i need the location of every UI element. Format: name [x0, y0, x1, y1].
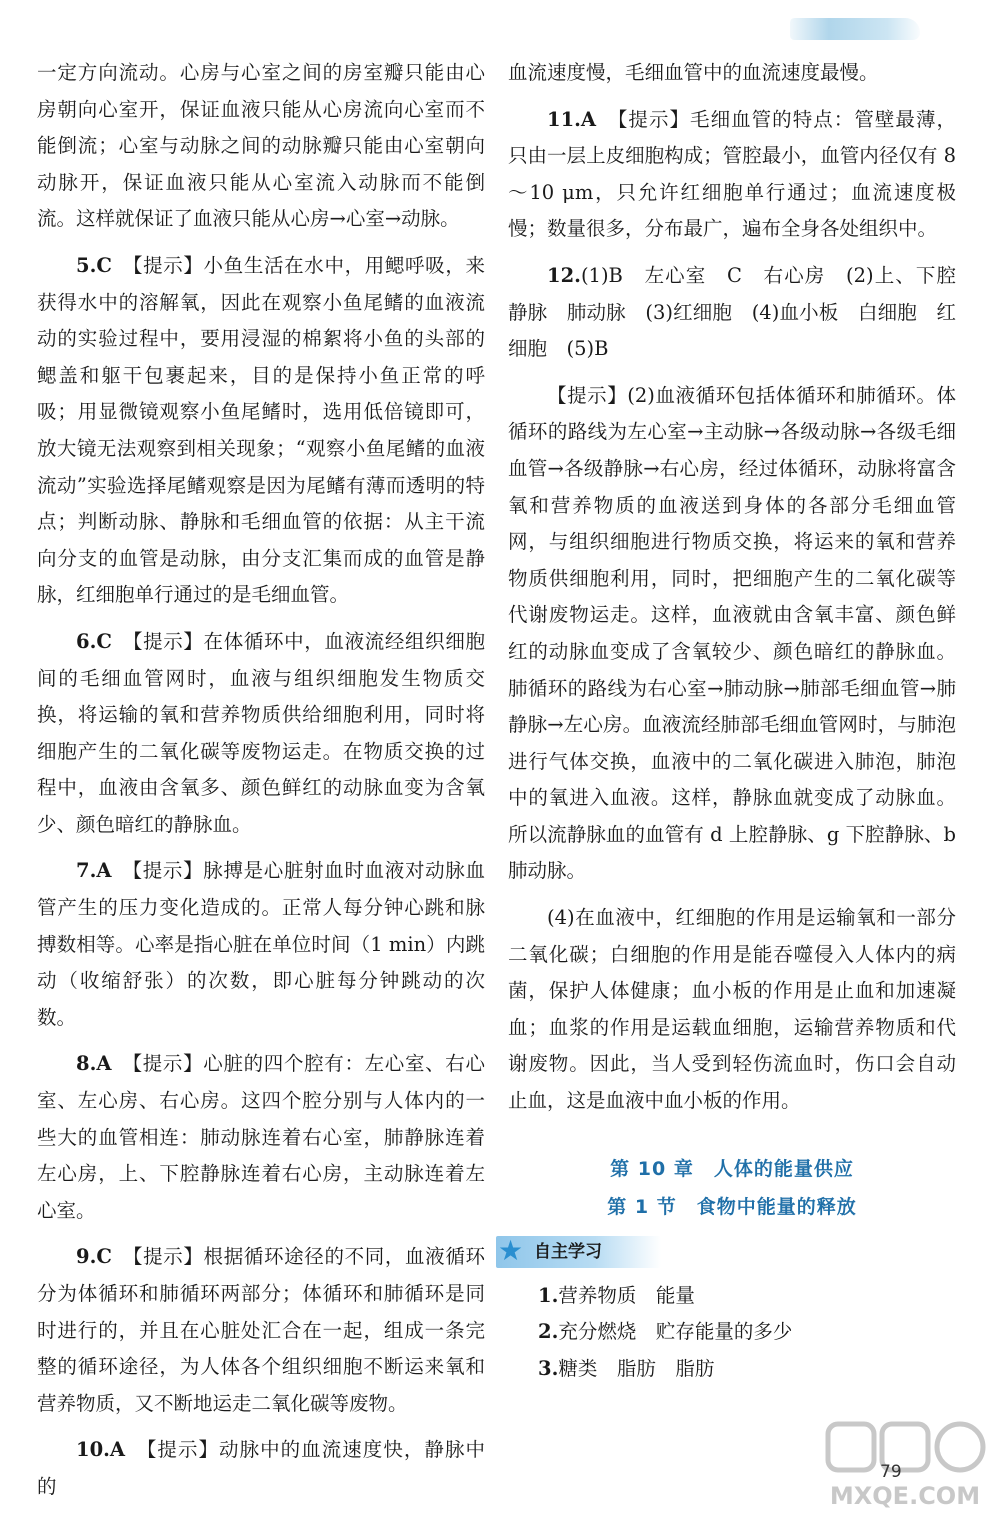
answer-list-item: 3.糖类 脂肪 脂肪 [538, 1356, 715, 1380]
hint-12-4: (4)在血液中，红细胞的作用是运输氧和一部分二氧化碳；白细胞的作用是能吞噬侵入人体内的病菌，保护人体健康；血小板的作用是止血和加速凝血；血浆的作用是运载血细胞，运输营养物质和代谢废物。因此，当人受到轻伤流血时，伤口会自动止血，这是血液中血小板的作用。 [508, 906, 956, 1113]
hint-12-2: 【提示】(2)血液循环包括体循环和肺循环。体循环的路线为左心室→主动脉→各级动脉→各级毛细血管→各级静脉→右心房，经过体循环，动脉将富含氧和营养物质的血液送到身体的各部分毛细血管网，与组织细胞进行物质交换，将运来的氧和营养物质供细胞利用，同时，把细胞产生的二氧化碳等代谢废物运走。这样，血液就由含氧丰富、颜色鲜红的动脉血变成了含氧较少、颜色暗红的静脉血。肺循环的路线为右心室→肺动脉→肺部毛细血管→肺静脉→左心房。血液流经肺部毛细血管网时，与肺泡进行气体交换，血液中的二氧化碳进入肺泡，肺泡中的氧进入血液。这样，静脉血就变成了动脉血。所以流静脉血的血管有 d 上腔静脉、g 下腔静脉、b 肺动脉。 [508, 383, 956, 883]
watermark-text: MXQE.COM [829, 1482, 981, 1510]
answer-8: 8.A 【提示】心脏的四个腔有：左心室、右心室、左心房、右心房。这四个腔分别与人体内的一些大的血管相连：肺动脉连着右心室，肺静脉连着左心房，上、下腔静脉连着右心房，主动脉连着左心室。 [37, 1052, 485, 1222]
answer-6: 6.C 【提示】在体循环中，血液流经组织细胞间的毛细血管网时，血液与组织细胞发生物质交换，将运输的氧和营养物质供给细胞利用，同时将细胞产生的二氧化碳等废物运走。在物质交换的过程中，血液由含氧多、颜色鲜红的动脉血变为含氧少、颜色暗红的静脉血。 [37, 629, 485, 836]
page-number: 79 [880, 1462, 902, 1482]
answer-7: 7.A 【提示】脉搏是心脏射血时血液对动脉血管产生的压力变化造成的。正常人每分钟心跳和脉搏数相等。心率是指心脏在单位时间（1 min）内跳动（收缩舒张）的次数，即心脏每分钟跳动的次数。 [37, 859, 485, 1029]
section-title: 第 1 节 食物中能量的释放 [607, 1195, 857, 1218]
study-section-label: 自主学习 [534, 1241, 602, 1262]
answer-12: 12.(1)B 左心室 C 右心房 (2)上、下腔静脉 肺动脉 (3)红细胞 (4)血小板 白细胞 红细胞 (5)B [508, 263, 956, 361]
answer-list-item: 1.营养物质 能量 [538, 1283, 695, 1307]
answer-11: 11.A 【提示】毛细血管的特点：管壁最薄，只由一层上皮细胞构成；管腔最小，血管内径仅有 8～10 μm，只允许红细胞单行通过；血流速度极慢；数量很多，分布最广，遍布全身各处组织中。 [508, 107, 956, 241]
answer-10: 10.A 【提示】动脉中的血流速度快，静脉中的 [37, 1438, 485, 1498]
chapter-title: 第 10 章 人体的能量供应 [610, 1157, 854, 1180]
answer-5: 5.C 【提示】小鱼生活在水中，用鳃呼吸，来获得水中的溶解氧，因此在观察小鱼尾鳍的血液流动的实验过程中，要用浸湿的棉絮将小鱼的头部的鳃盖和躯干包裹起来，目的是保持小鱼正常的呼吸；用显微镜观察小鱼尾鳍时，选用低倍镜即可，放大镜无法观察到相关现象；“观察小鱼尾鳍的血液流动”实验选择尾鳍观察是因为尾鳍有薄而透明的特点；判断动脉、静脉和毛细血管的依据：从主干流向分支的血管是动脉，由分支汇集而成的血管是静脉，红细胞单行通过的是毛细血管。 [37, 253, 485, 607]
left-paragraph-0: 一定方向流动。心房与心室之间的房室瓣只能由心房朝向心室开，保证血液只能从心房流向心室而不能倒流；心室与动脉之间的动脉瓣只能由心室朝向动脉开，保证血液只能从心室流入动脉而不能倒流。这样就保证了血液只能从心房→心室→动脉。 [37, 61, 485, 231]
right-column [498, 55, 956, 1387]
left-column [37, 55, 485, 1516]
right-paragraph-0: 血流速度慢，毛细血管中的血流速度最慢。 [508, 61, 879, 84]
answer-list-item: 2.充分燃烧 贮存能量的多少 [538, 1320, 793, 1344]
star-icon: ★ [498, 1233, 524, 1267]
answer-9: 9.C 【提示】根据循环途径的不同，血液循环分为体循环和肺循环两部分；体循环和肺循环是同时进行的，并且在心脏处汇合在一起，组成一条完整的循环途径，为人体各个组织细胞不断运来氧和营养物质，又不断地运走二氧化碳等废物。 [37, 1245, 485, 1415]
decorative-brush-stroke [790, 18, 920, 40]
watermark-logo [820, 1418, 990, 1518]
study-section-banner [496, 1233, 661, 1268]
